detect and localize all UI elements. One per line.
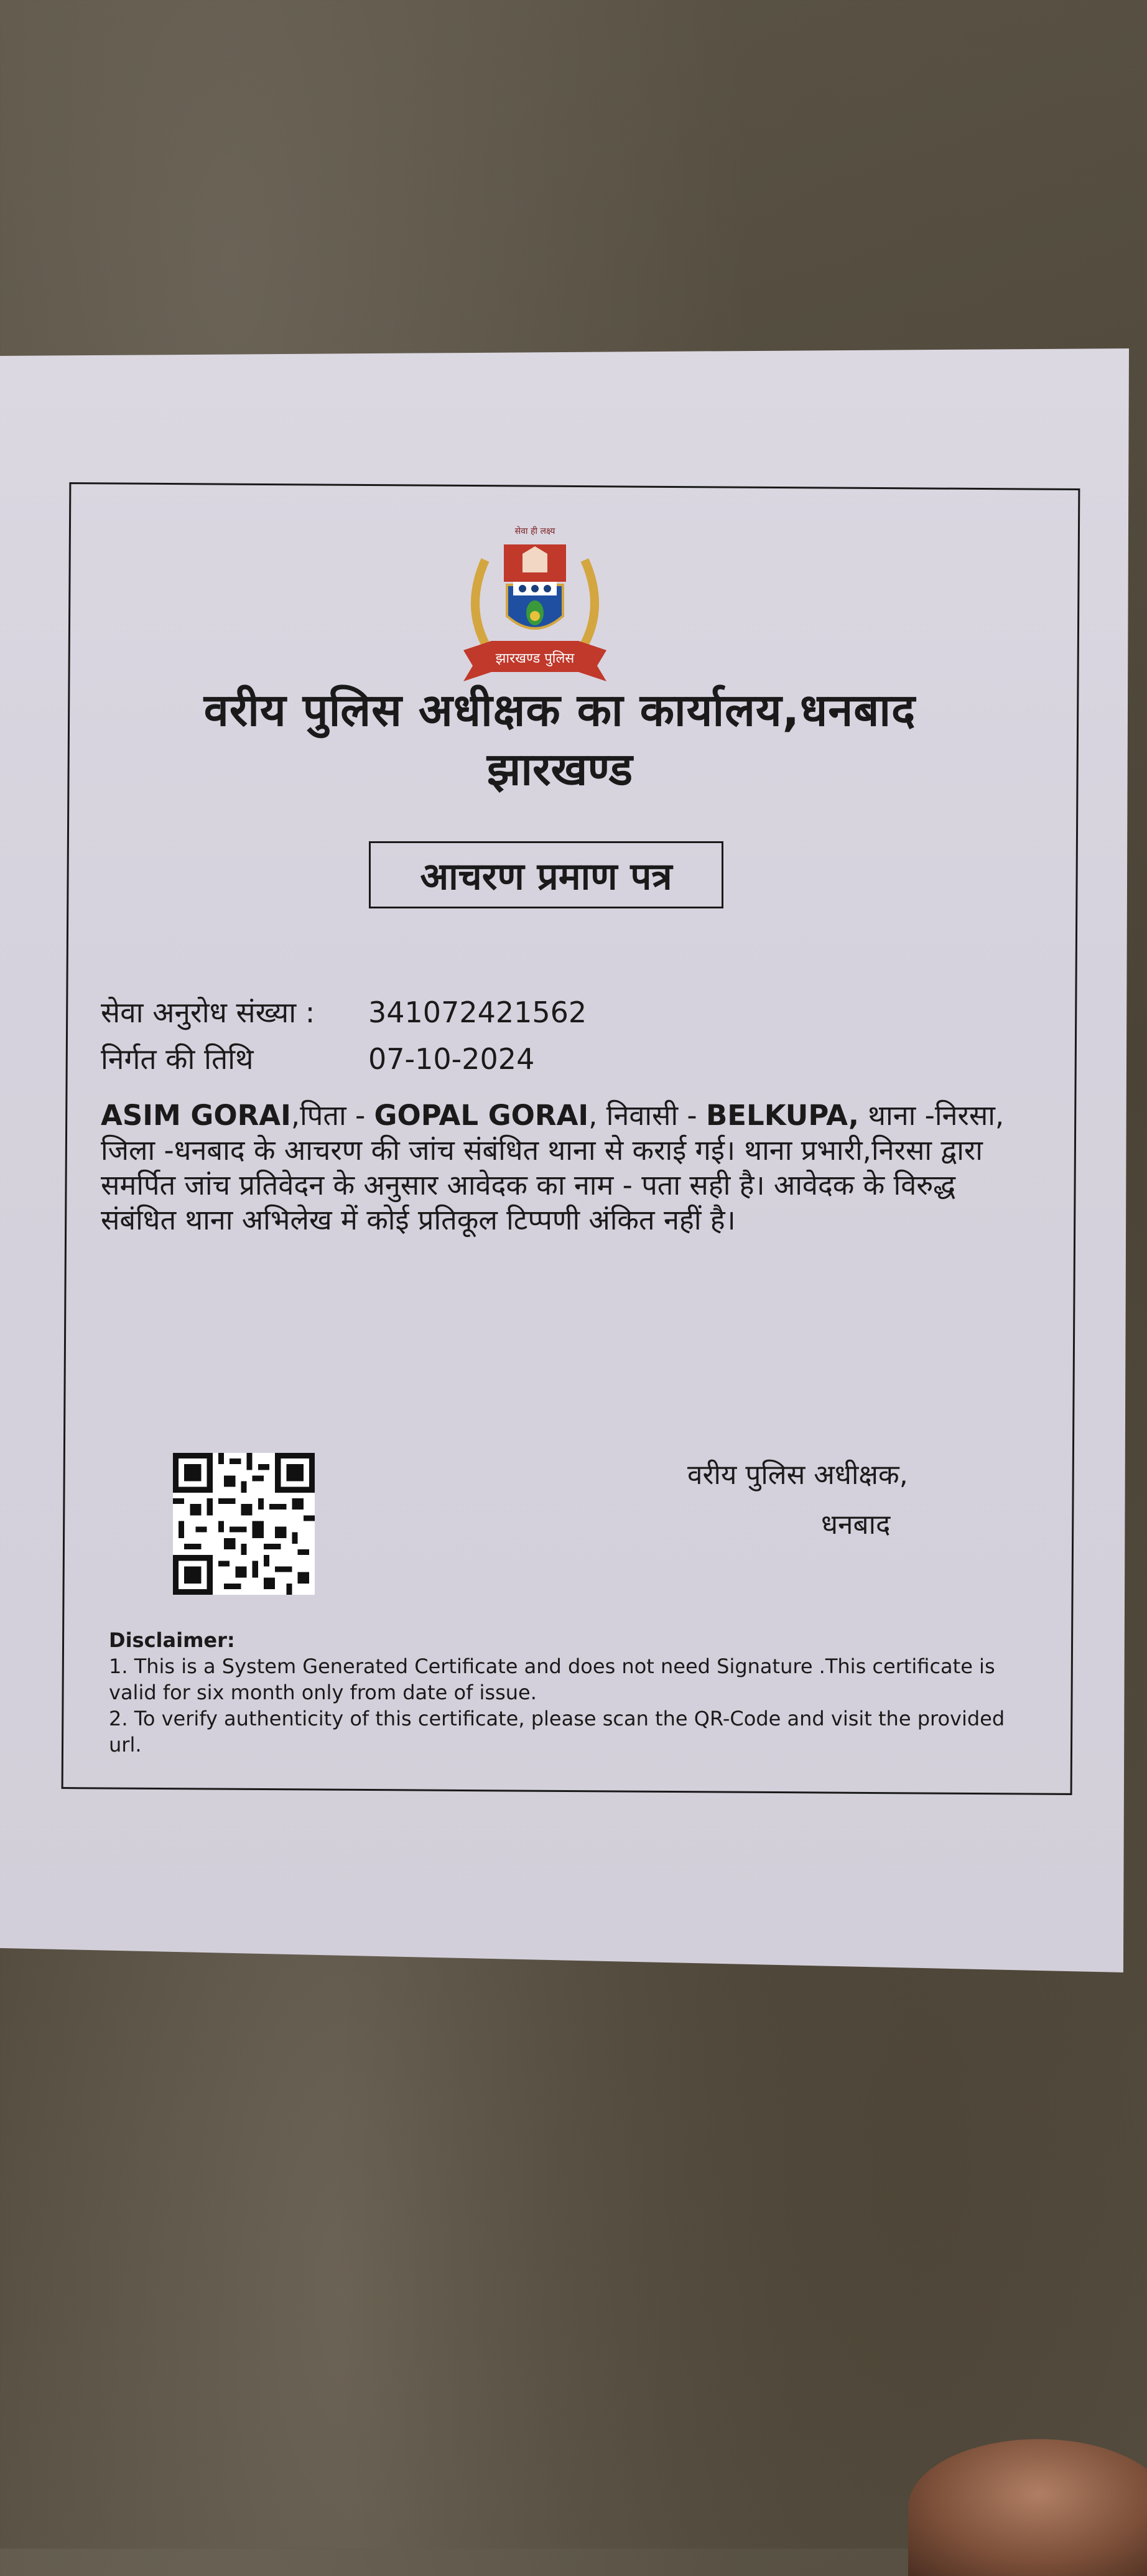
request-number-value: 341072421562 <box>368 996 587 1029</box>
certificate-title: आचरण प्रमाण पत्र <box>369 841 723 908</box>
father-label: ,पिता - <box>290 1099 374 1132</box>
office-title: वरीय पुलिस अधीक्षक का कार्यालय,धनबाद <box>203 684 916 736</box>
village-name: BELKUPA, <box>705 1099 859 1132</box>
floor-background-top <box>0 0 1147 348</box>
disclaimer-point-1: 1. This is a System Generated Certificate and does not need Signature .This certificate is valid for six month only from date of issue. <box>109 1654 995 1704</box>
issue-date-row <box>101 1039 534 1078</box>
state-title: झारखण्ड <box>486 743 633 795</box>
emblem-motto: सेवा ही लक्ष्य <box>514 526 555 536</box>
thumb <box>908 2439 1147 2576</box>
father-name: GOPAL GORAI <box>374 1099 589 1132</box>
disclaimer-block <box>109 1627 1023 1758</box>
disclaimer-point-2: 2. To verify authenticity of this certificate, please scan the QR-Code and visit the provided url. <box>109 1707 1005 1757</box>
resident-label: , निवासी - <box>588 1099 706 1132</box>
body-statement: थाना -निरसा, जिला -धनबाद के आचरण की जांच संबंधित थाना से कराई गई। थाना प्रभारी,निरसा द्वारा समर्पित जांच प्रतिवेदन के अनुसार आवेदक का नाम - पता सही है। आवेदक के विरुद्ध संबंधित थाना अभिलेख में कोई प्रतिकूल टिप्पणी अंकित नहीं है। <box>101 1099 1005 1236</box>
jharkhand-police-emblem <box>442 523 628 697</box>
signatory-designation: वरीय पुलिस अधीक्षक, <box>687 1459 908 1491</box>
emblem-banner-text: झारखण्ड पुलिस <box>495 651 575 666</box>
request-number-label: सेवा अनुरोध संख्या : <box>101 996 315 1029</box>
verification-qr-code[interactable] <box>173 1453 315 1595</box>
certificate-body <box>101 1098 1034 1238</box>
issue-date-label: निर्गत की तिथि <box>101 1042 254 1076</box>
signatory-location: धनबाद <box>821 1509 891 1541</box>
request-number-row <box>101 992 587 1031</box>
applicant-name: ASIM GORAI <box>101 1099 291 1132</box>
disclaimer-heading: Disclaimer: <box>109 1628 235 1652</box>
issue-date-value: 07-10-2024 <box>368 1042 535 1076</box>
